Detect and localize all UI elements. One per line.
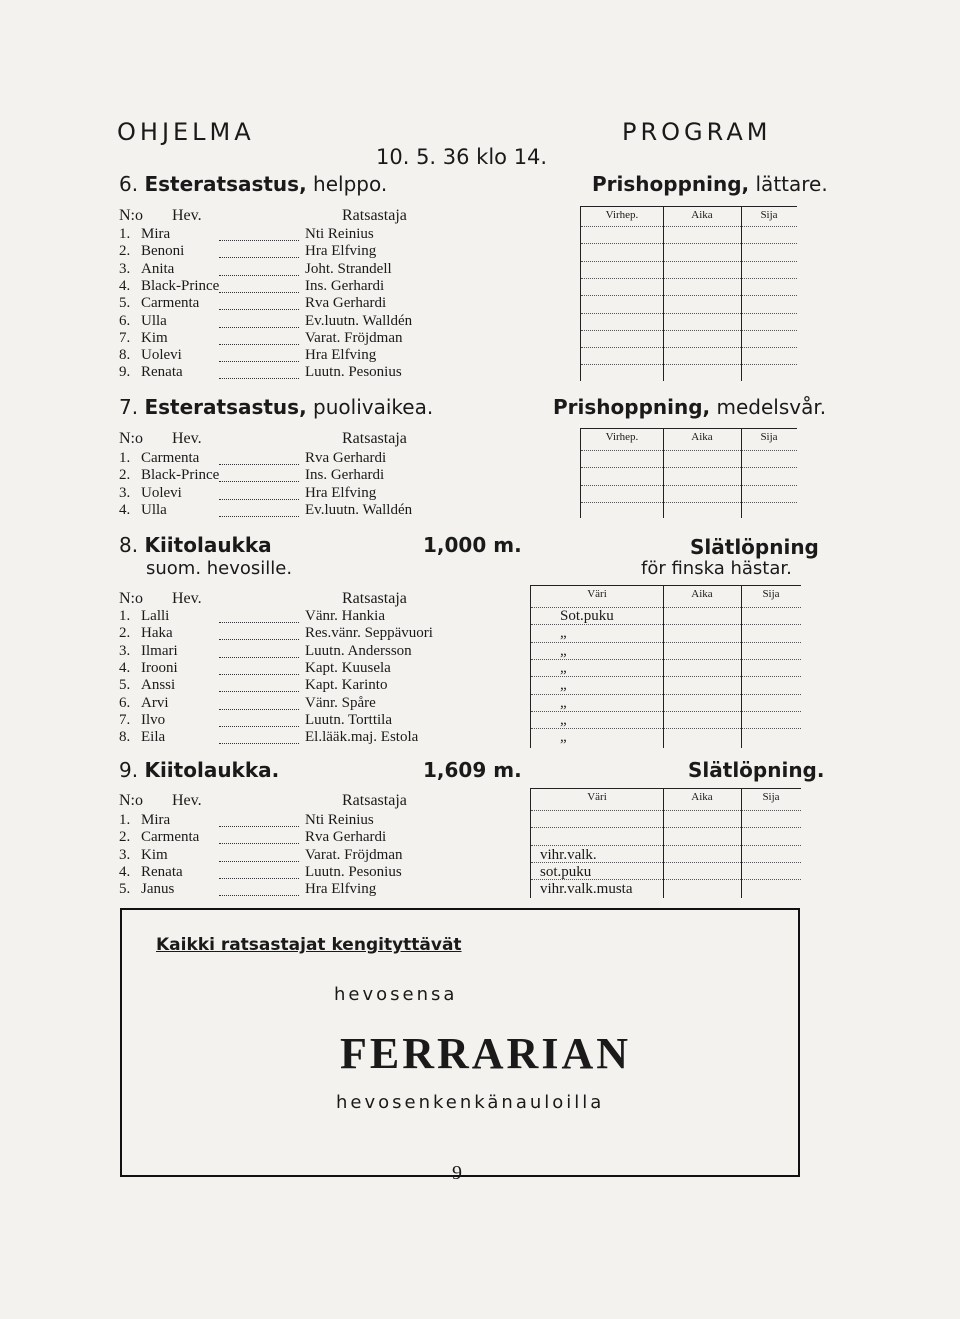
horse-name: Renata xyxy=(141,863,183,880)
race8-distance: 1,000 m. xyxy=(423,533,522,557)
rider-name: Kapt. Kuusela xyxy=(305,659,391,676)
table-row xyxy=(119,643,520,660)
horse-name: Black-Prince xyxy=(141,277,220,294)
horse-name: Janus xyxy=(141,881,175,898)
table-row xyxy=(119,660,520,677)
grid-column-header: Aika xyxy=(691,209,713,221)
rider-name: Vänr. Spåre xyxy=(305,694,376,711)
rider-name: Hra Elfving xyxy=(305,347,377,364)
entry-number: 6. xyxy=(119,312,131,329)
leader-dots xyxy=(219,662,299,675)
grid-column-header: Virhep. xyxy=(605,209,639,221)
grid-row-rule xyxy=(581,261,797,262)
grid-row-rule xyxy=(581,364,797,365)
grid-column-rule xyxy=(741,206,742,381)
horse-name: Kim xyxy=(141,846,168,863)
grid-row-rule xyxy=(581,243,797,244)
grid-row-rule xyxy=(531,827,801,828)
grid-row-rule xyxy=(581,330,797,331)
rider-name: Rva Gerhardi xyxy=(305,295,387,312)
entry-number: 4. xyxy=(119,863,131,880)
horse-name: Anita xyxy=(141,260,175,277)
grid-row-rule xyxy=(581,313,797,314)
race8-subtitle: suom. hevosille. xyxy=(146,558,293,579)
entry-number: 4. xyxy=(119,277,131,294)
grid-column-rule xyxy=(663,788,664,898)
program-date: 10. 5. 36 klo 14. xyxy=(376,145,548,169)
horse-name: Uolevi xyxy=(141,484,182,501)
entry-number: 7. xyxy=(119,329,131,346)
grid-row-rule xyxy=(531,659,801,660)
rider-name: Ins. Gerhardi xyxy=(305,277,385,294)
color-cell: vihr.valk. xyxy=(540,846,597,863)
horse-name: Benoni xyxy=(141,243,185,260)
table-row xyxy=(119,467,570,484)
advertisement-box xyxy=(120,908,800,1177)
grid-top-rule xyxy=(581,206,797,207)
race9-title-sv: Slätlöpning. xyxy=(688,758,825,782)
race6-col-horse: Hev. xyxy=(172,207,202,224)
grid-column-header: Aika xyxy=(691,791,713,803)
color-cell: vihr.valk.musta xyxy=(540,881,633,898)
leader-dots xyxy=(219,349,299,362)
race6-col-rider: Ratsastaja xyxy=(342,207,407,224)
leader-dots xyxy=(219,504,299,517)
color-cell: „ xyxy=(560,677,567,694)
table-row xyxy=(119,625,520,642)
rider-name: Hra Elfving xyxy=(305,243,377,260)
leader-dots xyxy=(219,263,299,276)
leader-dots xyxy=(219,610,299,623)
leader-dots xyxy=(219,645,299,658)
entry-number: 2. xyxy=(119,625,131,642)
horse-name: Irooni xyxy=(141,659,178,676)
race8-title-sv: Slätlöpning xyxy=(690,535,819,559)
grid-row-rule xyxy=(531,728,801,729)
color-cell: „ xyxy=(560,625,567,642)
rider-name: Kapt. Karinto xyxy=(305,677,388,694)
rider-name: Luutn. Pesonius xyxy=(305,863,402,880)
grid-top-rule xyxy=(531,585,801,586)
race9-result-grid xyxy=(530,788,801,898)
grid-top-rule xyxy=(581,428,797,429)
grid-column-header: Väri xyxy=(587,588,607,600)
table-row xyxy=(119,278,570,295)
entry-number: 6. xyxy=(119,694,131,711)
rider-name: Vänr. Hankia xyxy=(305,608,385,624)
table-row xyxy=(119,502,570,519)
entry-number: 1. xyxy=(119,608,131,624)
race7-title: 7. Esteratsastus, puolivaikea. xyxy=(119,395,434,419)
race8-col-rider: Ratsastaja xyxy=(342,590,407,607)
leader-dots xyxy=(219,487,299,500)
entry-number: 3. xyxy=(119,484,131,501)
grid-column-header: Aika xyxy=(691,588,713,600)
table-row xyxy=(119,881,520,898)
table-row xyxy=(119,243,570,260)
race8-col-no: N:o xyxy=(119,590,143,607)
leader-dots xyxy=(219,315,299,328)
entry-number: 4. xyxy=(119,501,131,518)
page-number: 9 xyxy=(452,1162,462,1184)
race6-col-no: N:o xyxy=(119,207,143,224)
race8-col-horse: Hev. xyxy=(172,590,202,607)
horse-name: Mira xyxy=(141,812,171,828)
entry-number: 4. xyxy=(119,659,131,676)
rider-name: Luutn. Torttila xyxy=(305,711,392,728)
horse-name: Ilmari xyxy=(141,642,178,659)
entry-number: 1. xyxy=(119,812,131,828)
race8-subtitle-sv: för finska hästar. xyxy=(641,558,792,579)
ad-line-products: hevosenkenkänauloilla xyxy=(336,1092,605,1113)
horse-name: Eila xyxy=(141,729,166,746)
rider-name: Varat. Fröjdman xyxy=(305,846,403,863)
rider-name: Rva Gerhardi xyxy=(305,829,387,846)
ad-brand: FERRARIAN xyxy=(340,1029,631,1078)
grid-row-rule xyxy=(531,862,801,863)
rider-name: Joht. Strandell xyxy=(305,260,392,277)
grid-column-header: Sija xyxy=(760,431,778,443)
grid-row-rule xyxy=(531,810,801,811)
table-row xyxy=(119,261,570,278)
color-cell: Sot.puku xyxy=(560,608,614,624)
entry-number: 3. xyxy=(119,846,131,863)
entry-number: 9. xyxy=(119,364,131,381)
table-row xyxy=(119,608,520,625)
grid-row-rule xyxy=(531,711,801,712)
horse-name: Mira xyxy=(141,226,171,242)
horse-name: Haka xyxy=(141,625,173,642)
table-row xyxy=(119,313,570,330)
horse-name: Carmenta xyxy=(141,450,200,466)
entry-number: 5. xyxy=(119,295,131,312)
rider-name: Hra Elfving xyxy=(305,484,377,501)
leader-dots xyxy=(219,297,299,310)
table-row xyxy=(119,677,520,694)
race7-result-grid xyxy=(580,428,797,518)
horse-name: Ilvo xyxy=(141,711,166,728)
entry-number: 2. xyxy=(119,243,131,260)
entry-number: 8. xyxy=(119,729,131,746)
grid-row-rule xyxy=(581,295,797,296)
color-cell: „ xyxy=(560,659,567,676)
race9-col-no: N:o xyxy=(119,792,143,809)
rider-name: Luutn. Pesonius xyxy=(305,364,402,381)
race9-col-horse: Hev. xyxy=(172,792,202,809)
entry-number: 8. xyxy=(119,347,131,364)
grid-column-rule xyxy=(741,428,742,518)
horse-name: Kim xyxy=(141,329,168,346)
table-row xyxy=(119,847,520,864)
table-row xyxy=(119,364,570,381)
leader-dots xyxy=(219,831,299,844)
grid-row-rule xyxy=(531,642,801,643)
table-row xyxy=(119,485,570,502)
grid-column-header: Väri xyxy=(587,791,607,803)
grid-row-rule xyxy=(531,845,801,846)
rider-name: Ev.luutn. Walldén xyxy=(305,501,413,518)
grid-row-rule xyxy=(581,502,797,503)
rider-name: Res.vänr. Seppävuori xyxy=(305,625,433,642)
color-cell: sot.puku xyxy=(540,863,592,880)
grid-row-rule xyxy=(581,278,797,279)
race6-title: 6. Esteratsastus, helppo. xyxy=(119,172,388,196)
color-cell: „ xyxy=(560,694,567,711)
rider-name: Nti Reinius xyxy=(305,812,374,828)
entry-number: 2. xyxy=(119,467,131,484)
grid-row-rule xyxy=(531,607,801,608)
table-row xyxy=(119,729,520,746)
rider-name: Ev.luutn. Walldén xyxy=(305,312,413,329)
rider-name: Varat. Fröjdman xyxy=(305,329,403,346)
grid-column-rule xyxy=(741,585,742,748)
grid-column-header: Virhep. xyxy=(605,431,639,443)
race7-col-horse: Hev. xyxy=(172,430,202,447)
grid-column-rule xyxy=(663,585,664,748)
ad-line-hevosensa: hevosensa xyxy=(334,984,458,1005)
leader-dots xyxy=(219,883,299,896)
horse-name: Anssi xyxy=(141,677,176,694)
race8-title: 8. Kiitolaukka xyxy=(119,533,272,557)
leader-dots xyxy=(219,697,299,710)
race8-result-grid xyxy=(530,585,801,748)
leader-dots xyxy=(219,452,299,465)
color-cell: „ xyxy=(560,642,567,659)
race9-title: 9. Kiitolaukka. xyxy=(119,758,280,782)
rider-name: El.lääk.maj. Estola xyxy=(305,729,419,746)
header-left: OHJELMA xyxy=(117,118,255,146)
table-row xyxy=(119,450,570,467)
horse-name: Carmenta xyxy=(141,295,200,312)
color-cell: „ xyxy=(560,711,567,728)
entry-number: 5. xyxy=(119,677,131,694)
grid-row-rule xyxy=(581,450,797,451)
horse-name: Ulla xyxy=(141,501,167,518)
grid-row-rule xyxy=(531,879,801,880)
table-row xyxy=(119,330,570,347)
rider-name: Luutn. Andersson xyxy=(305,642,412,659)
entry-number: 7. xyxy=(119,711,131,728)
table-row xyxy=(119,226,570,243)
table-row xyxy=(119,829,520,846)
race9-distance: 1,609 m. xyxy=(423,758,522,782)
grid-column-header: Sija xyxy=(762,588,780,600)
grid-column-header: Sija xyxy=(760,209,778,221)
rider-name: Hra Elfving xyxy=(305,881,377,898)
grid-row-rule xyxy=(581,467,797,468)
entry-number: 2. xyxy=(119,829,131,846)
race6-result-grid xyxy=(580,206,797,381)
table-row xyxy=(119,295,570,312)
table-row xyxy=(119,695,520,712)
leader-dots xyxy=(219,245,299,258)
race6-title-sv: Prishoppning, lättare. xyxy=(592,172,828,196)
horse-name: Ulla xyxy=(141,312,167,329)
leader-dots xyxy=(219,814,299,827)
grid-column-header: Sija xyxy=(762,791,780,803)
grid-row-rule xyxy=(531,624,801,625)
grid-top-rule xyxy=(531,788,801,789)
table-row xyxy=(119,812,520,829)
leader-dots xyxy=(219,849,299,862)
entry-number: 5. xyxy=(119,881,131,898)
horse-name: Lalli xyxy=(141,608,170,624)
rider-name: Rva Gerhardi xyxy=(305,450,387,466)
ad-headline: Kaikki ratsastajat kengityttävät xyxy=(156,935,462,955)
entry-number: 1. xyxy=(119,450,131,466)
table-row xyxy=(119,712,520,729)
entry-number: 3. xyxy=(119,642,131,659)
grid-column-rule xyxy=(663,206,664,381)
grid-row-rule xyxy=(581,347,797,348)
leader-dots xyxy=(219,366,299,379)
entry-number: 1. xyxy=(119,226,131,242)
leader-dots xyxy=(219,679,299,692)
color-cell: „ xyxy=(560,729,567,746)
race7-col-rider: Ratsastaja xyxy=(342,430,407,447)
horse-name: Uolevi xyxy=(141,347,182,364)
grid-row-rule xyxy=(531,694,801,695)
horse-name: Renata xyxy=(141,364,183,381)
race7-title-sv: Prishoppning, medelsvår. xyxy=(553,395,827,419)
table-row xyxy=(119,347,570,364)
leader-dots xyxy=(219,280,299,293)
leader-dots xyxy=(219,627,299,640)
horse-name: Arvi xyxy=(141,694,169,711)
grid-column-rule xyxy=(663,428,664,518)
leader-dots xyxy=(219,469,299,482)
grid-column-rule xyxy=(741,788,742,898)
grid-column-header: Aika xyxy=(691,431,713,443)
leader-dots xyxy=(219,866,299,879)
grid-row-rule xyxy=(581,485,797,486)
leader-dots xyxy=(219,714,299,727)
table-row xyxy=(119,864,520,881)
header-right: PROGRAM xyxy=(622,118,772,146)
horse-name: Black-Prince xyxy=(141,467,220,484)
leader-dots xyxy=(219,731,299,744)
leader-dots xyxy=(219,228,299,241)
horse-name: Carmenta xyxy=(141,829,200,846)
entry-number: 3. xyxy=(119,260,131,277)
grid-row-rule xyxy=(581,226,797,227)
race9-col-rider: Ratsastaja xyxy=(342,792,407,809)
leader-dots xyxy=(219,332,299,345)
rider-name: Nti Reinius xyxy=(305,226,374,242)
rider-name: Ins. Gerhardi xyxy=(305,467,385,484)
grid-row-rule xyxy=(531,676,801,677)
race7-col-no: N:o xyxy=(119,430,143,447)
